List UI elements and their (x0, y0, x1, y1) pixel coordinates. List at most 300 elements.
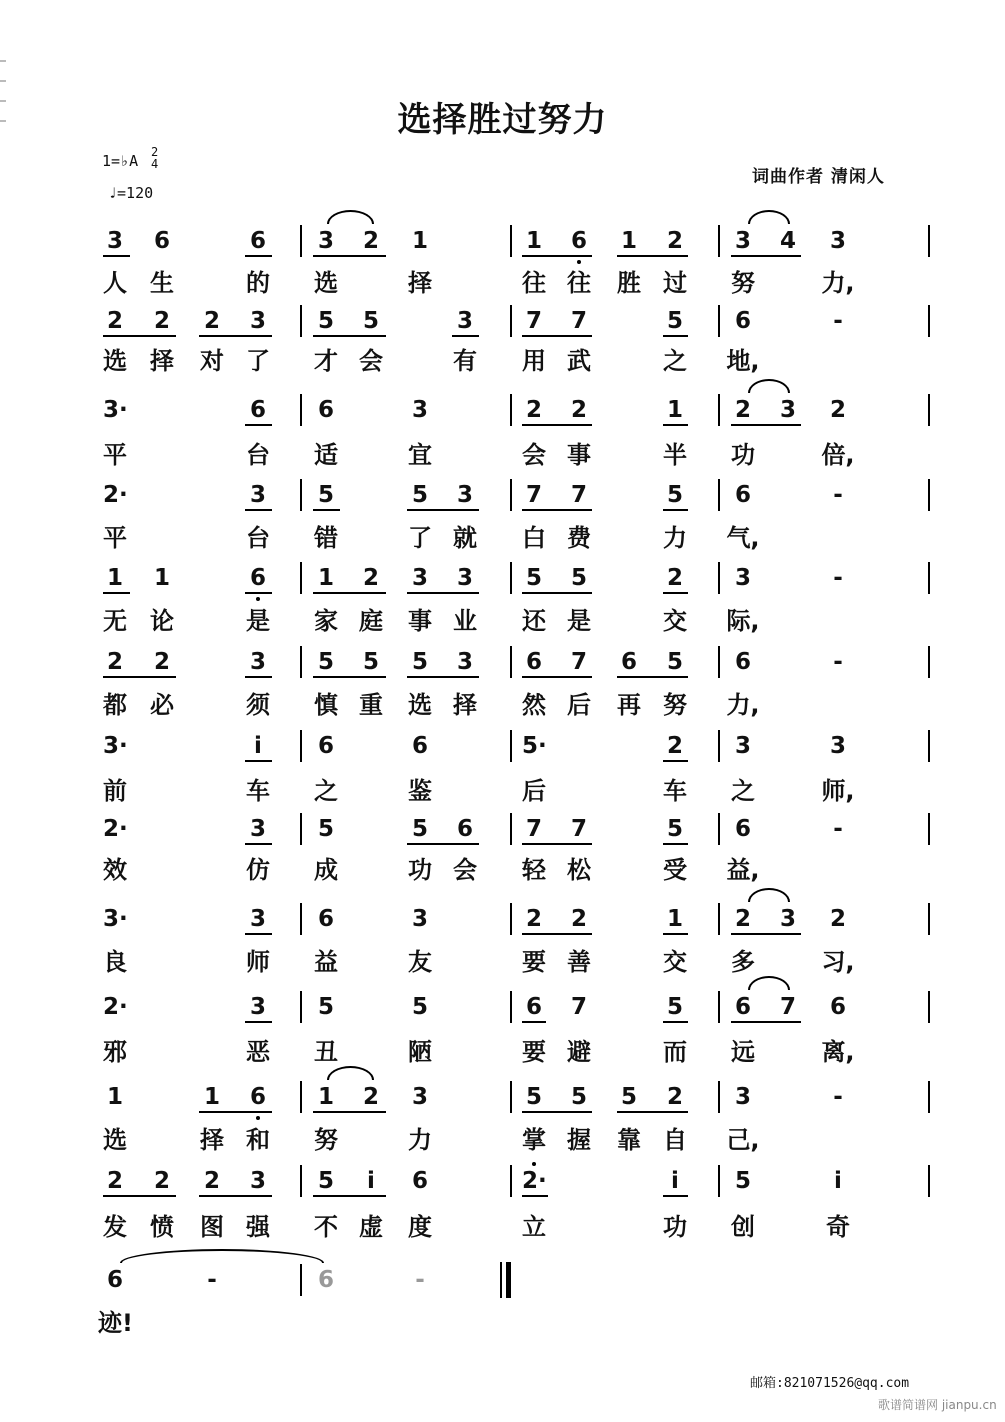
lyric-char: 人 (103, 269, 127, 297)
lyric-char: 论 (150, 607, 174, 635)
lyric-char: 白 (522, 524, 546, 552)
lyric-char: 对 (200, 347, 224, 375)
footer-email: 邮箱:821071526@qq.com (750, 1376, 910, 1391)
bar-line (510, 305, 512, 337)
note: 2 (106, 649, 123, 675)
lyric-char: 家 (314, 607, 338, 635)
beat-underline (663, 843, 688, 845)
lyric-char: 重 (359, 691, 383, 719)
lyric-char: 而 (663, 1038, 687, 1066)
note: - (833, 1084, 843, 1110)
note: 5 (317, 1168, 334, 1194)
beat-underline (103, 255, 130, 257)
note: 3 (829, 228, 846, 254)
note: 3 (249, 482, 266, 508)
beat-underline (199, 335, 272, 337)
lyric-char: 善 (567, 948, 591, 976)
note: 3 (249, 649, 266, 675)
note: 2 (362, 565, 379, 591)
note: 3· (103, 733, 128, 759)
lyric-char: 半 (663, 441, 687, 469)
note: 6 (411, 1168, 428, 1194)
lyric-char: 陋 (408, 1038, 432, 1066)
note: 5 (317, 649, 334, 675)
lyric-char: 握 (567, 1126, 591, 1154)
note: 1 (411, 228, 428, 254)
beat-underline (522, 592, 592, 594)
beat-underline (663, 760, 688, 762)
note: 6 (829, 994, 846, 1020)
note: 1 (106, 565, 123, 591)
lyric-char: 功 (663, 1213, 687, 1241)
bar-line (718, 479, 720, 511)
footer-site: 歌谱简谱网 jianpu.cn (878, 1398, 997, 1412)
note: 5 (362, 649, 379, 675)
octave-dot (577, 260, 581, 264)
note: 2 (666, 1084, 683, 1110)
note: 7 (570, 482, 587, 508)
note: 6 (734, 816, 751, 842)
note: 7 (525, 482, 542, 508)
beat-underline (313, 592, 386, 594)
note: 1 (203, 1084, 220, 1110)
lyric-char: 努 (731, 269, 755, 297)
beat-underline (663, 592, 688, 594)
bar-line (928, 730, 930, 762)
lyric-char: 地, (726, 347, 760, 375)
note: 3 (456, 565, 473, 591)
note: 2 (362, 1084, 379, 1110)
lyric-char: 武 (567, 347, 591, 375)
octave-dot (256, 597, 260, 601)
note: 2 (666, 228, 683, 254)
lyric-char: 习, (821, 948, 855, 976)
lyric-char: 才 (314, 347, 338, 375)
lyric-char: 发 (103, 1213, 127, 1241)
lyric-char: 宜 (408, 441, 432, 469)
lyric-char: 必 (150, 691, 174, 719)
beat-underline (663, 1195, 688, 1197)
tie-arc (748, 976, 790, 990)
note: 5· (522, 733, 547, 759)
note: 3 (411, 565, 428, 591)
lyric-char: 靠 (617, 1126, 641, 1154)
beat-underline (199, 1195, 272, 1197)
lyric-char: 力 (663, 524, 687, 552)
note: 6 (106, 1267, 123, 1293)
lyric-char: 避 (567, 1038, 591, 1066)
lyric-char: 台 (246, 441, 270, 469)
note: 2 (734, 397, 751, 423)
lyric-char: 离, (821, 1038, 855, 1066)
lyric-char: 仿 (246, 856, 270, 884)
note: 6 (153, 228, 170, 254)
lyric-char: 要 (522, 1038, 546, 1066)
lyric-char: 后 (567, 691, 591, 719)
lyric-char: 是 (246, 607, 270, 635)
beat-underline (731, 1021, 801, 1023)
lyric-char: 功 (408, 856, 432, 884)
bar-line (928, 1165, 930, 1197)
note: 5 (411, 649, 428, 675)
note: 3 (411, 906, 428, 932)
bar-line (718, 646, 720, 678)
lyric-char: 择 (150, 347, 174, 375)
lyric-char: 多 (731, 948, 755, 976)
note: 2 (666, 733, 683, 759)
bar-line (300, 646, 302, 678)
lyric-char: 车 (246, 777, 270, 805)
bar-line (510, 225, 512, 257)
tie-arc (748, 379, 790, 393)
lyric-char: 之 (663, 347, 687, 375)
lyric-char: 的 (246, 269, 270, 297)
lyric-char: 有 (453, 347, 477, 375)
note: 1 (620, 228, 637, 254)
tie-arc (748, 888, 790, 902)
note: 6 (317, 397, 334, 423)
beat-underline (663, 933, 688, 935)
lyric-char: 掌 (522, 1126, 546, 1154)
bar-line (718, 813, 720, 845)
beat-underline (245, 933, 272, 935)
note: 3· (103, 397, 128, 423)
lyric-char: 往 (567, 269, 591, 297)
note: i (834, 1168, 842, 1194)
lyric-char: 益 (314, 948, 338, 976)
bar-line (718, 1165, 720, 1197)
bar-line (510, 562, 512, 594)
lyric-char: 适 (314, 441, 338, 469)
bar-line (510, 730, 512, 762)
beat-underline (199, 1111, 272, 1113)
note: 6 (525, 994, 542, 1020)
bar-line (510, 1165, 512, 1197)
lyric-char: 和 (246, 1126, 270, 1154)
note: 3 (734, 228, 751, 254)
note: 3 (734, 1084, 751, 1110)
lyric-char: 力, (726, 691, 760, 719)
beat-underline (245, 592, 272, 594)
lyric-char: 生 (150, 269, 174, 297)
lyric-char: 愤 (150, 1213, 174, 1241)
note: 5 (666, 308, 683, 334)
note: 5 (317, 816, 334, 842)
lyric-char: 松 (567, 856, 591, 884)
note: 6 (249, 397, 266, 423)
note: 5 (317, 482, 334, 508)
note: - (415, 1267, 425, 1293)
beat-underline (313, 1111, 386, 1113)
note: 2 (362, 228, 379, 254)
note: 5 (666, 816, 683, 842)
lyric-char: 会 (522, 441, 546, 469)
lyric-char: 力 (408, 1126, 432, 1154)
bar-line (510, 394, 512, 426)
note: 6 (317, 906, 334, 932)
note: 5 (666, 649, 683, 675)
lyric-char: 是 (567, 607, 591, 635)
lyric-char: 创 (731, 1213, 755, 1241)
lyric-char: 费 (567, 524, 591, 552)
bar-line (510, 479, 512, 511)
bar-line (300, 991, 302, 1023)
note: 7 (570, 649, 587, 675)
bar-line (300, 225, 302, 257)
note: 3 (411, 397, 428, 423)
note: 3 (317, 228, 334, 254)
note: 6 (411, 733, 428, 759)
note: 6 (317, 1267, 334, 1293)
tie-arc (327, 1066, 374, 1080)
beat-underline (452, 335, 479, 337)
lyric-char: 须 (246, 691, 270, 719)
note: 2 (153, 308, 170, 334)
note: 7 (525, 816, 542, 842)
lyric-char: 台 (246, 524, 270, 552)
beat-underline (522, 843, 592, 845)
beat-underline (617, 1111, 688, 1113)
lyric-char: 师, (821, 777, 855, 805)
lyric-char: 然 (522, 691, 546, 719)
bar-line (510, 813, 512, 845)
note: 5 (411, 994, 428, 1020)
lyric-char: 功 (731, 441, 755, 469)
note: 2· (103, 482, 128, 508)
note: 3 (411, 1084, 428, 1110)
note: 3 (249, 906, 266, 932)
lyric-char: 错 (314, 524, 338, 552)
note: - (833, 482, 843, 508)
bar-line (510, 991, 512, 1023)
tie-arc (120, 1249, 324, 1263)
beat-underline (522, 424, 592, 426)
lyric-char: 择 (408, 269, 432, 297)
bar-line (928, 813, 930, 845)
lyric-char: 成 (314, 856, 338, 884)
lyric-char: 轻 (522, 856, 546, 884)
bar-line (300, 562, 302, 594)
bar-line (928, 562, 930, 594)
note: 6 (570, 228, 587, 254)
tempo-value: =120 (117, 184, 154, 202)
note: 3 (734, 565, 751, 591)
beat-underline (731, 255, 801, 257)
bar-line (300, 305, 302, 337)
beat-underline (313, 676, 386, 678)
beat-underline (407, 843, 479, 845)
note: 4 (779, 228, 796, 254)
lyric-char: 立 (522, 1213, 546, 1241)
bar-line (718, 394, 720, 426)
beat-underline (731, 933, 801, 935)
note: 6 (620, 649, 637, 675)
beat-underline (731, 424, 801, 426)
bar-line (928, 394, 930, 426)
lyric-char: 平 (103, 524, 127, 552)
bar-line (928, 479, 930, 511)
beat-underline (522, 1021, 546, 1023)
note: 5 (317, 994, 334, 1020)
note: 2 (106, 308, 123, 334)
note: 6 (525, 649, 542, 675)
beat-underline (617, 676, 688, 678)
note: 2 (106, 1168, 123, 1194)
final-barline (506, 1262, 511, 1298)
bar-line (928, 225, 930, 257)
note: 6 (734, 308, 751, 334)
bar-line (928, 305, 930, 337)
lyric-char: 益, (726, 856, 760, 884)
beat-underline (663, 335, 688, 337)
note: 5 (362, 308, 379, 334)
note: 3 (779, 397, 796, 423)
bar-line (718, 991, 720, 1023)
note: - (833, 649, 843, 675)
bar-line (300, 903, 302, 935)
lyric-char: 图 (200, 1213, 224, 1241)
lyric-char: 受 (663, 856, 687, 884)
lyric-char: 奇 (826, 1213, 850, 1241)
beat-underline (313, 255, 386, 257)
note: 2 (570, 906, 587, 932)
note: 5 (570, 1084, 587, 1110)
bar-line (928, 991, 930, 1023)
beat-underline (522, 676, 592, 678)
lyric-char: 车 (663, 777, 687, 805)
bar-line (718, 1081, 720, 1113)
note: 2 (153, 1168, 170, 1194)
bar-line (300, 1165, 302, 1197)
note: 2 (734, 906, 751, 932)
beat-underline (103, 676, 176, 678)
note: 1 (153, 565, 170, 591)
bar-line (928, 903, 930, 935)
note: 5 (620, 1084, 637, 1110)
lyric-char: 了 (408, 524, 432, 552)
lyric-char: 度 (408, 1213, 432, 1241)
key-label: 1=♭A (102, 152, 139, 170)
note: 2 (525, 906, 542, 932)
lyric-char: 虚 (359, 1213, 383, 1241)
note: 7 (570, 308, 587, 334)
beat-underline (245, 509, 272, 511)
beat-underline (663, 424, 688, 426)
lyric-char: 不 (314, 1213, 338, 1241)
lyric-char: 无 (103, 607, 127, 635)
lyric-char: 前 (103, 777, 127, 805)
lyric-char: 力, (821, 269, 855, 297)
beat-underline (103, 592, 130, 594)
beat-underline (407, 509, 479, 511)
beat-underline (407, 592, 479, 594)
note: 7 (570, 994, 587, 1020)
note: 6 (249, 228, 266, 254)
note: i (367, 1168, 375, 1194)
lyric-char: 迹! (98, 1309, 133, 1337)
note: 2 (829, 397, 846, 423)
lyric-char: 还 (522, 607, 546, 635)
lyric-char: 慎 (314, 691, 338, 719)
bar-line (500, 1262, 502, 1298)
note: 2· (522, 1168, 547, 1194)
beat-underline (663, 509, 688, 511)
note: 2 (203, 308, 220, 334)
note: 1 (317, 565, 334, 591)
note: 5 (666, 994, 683, 1020)
bar-line (718, 562, 720, 594)
note: 2 (153, 649, 170, 675)
tie-arc (327, 210, 374, 224)
bar-line (300, 730, 302, 762)
composer-credit: 词曲作者 清闲人 (752, 167, 885, 187)
note: 5 (525, 565, 542, 591)
note: 1 (525, 228, 542, 254)
beat-underline (617, 255, 688, 257)
note: 2 (203, 1168, 220, 1194)
note: i (254, 733, 262, 759)
beat-underline (313, 335, 386, 337)
lyric-char: 选 (103, 347, 127, 375)
note: 5 (411, 482, 428, 508)
note: i (671, 1168, 679, 1194)
bar-line (718, 730, 720, 762)
lyric-char: 后 (522, 777, 546, 805)
lyric-char: 良 (103, 948, 127, 976)
note: 3 (456, 649, 473, 675)
beat-underline (245, 1021, 272, 1023)
lyric-char: 事 (567, 441, 591, 469)
bar-line (510, 903, 512, 935)
note: 3 (249, 816, 266, 842)
note: 5 (734, 1168, 751, 1194)
beat-underline (245, 760, 272, 762)
bar-line (300, 1264, 302, 1296)
bar-line (300, 479, 302, 511)
lyric-char: 会 (359, 347, 383, 375)
lyric-char: 交 (663, 607, 687, 635)
note: 2· (103, 994, 128, 1020)
beat-underline (245, 255, 272, 257)
note: 1 (666, 397, 683, 423)
lyric-char: 用 (522, 347, 546, 375)
bar-line (718, 903, 720, 935)
bar-line (300, 394, 302, 426)
lyric-char: 友 (408, 948, 432, 976)
note: 5 (411, 816, 428, 842)
beat-underline (522, 933, 592, 935)
lyric-char: 选 (408, 691, 432, 719)
note: - (833, 816, 843, 842)
beat-underline (103, 1195, 176, 1197)
beat-underline (522, 1195, 548, 1197)
note: 3 (249, 994, 266, 1020)
note: 2 (666, 565, 683, 591)
bar-line (300, 813, 302, 845)
note: 2 (525, 397, 542, 423)
lyric-char: 再 (617, 691, 641, 719)
beat-underline (522, 335, 592, 337)
note: 6 (249, 1084, 266, 1110)
note: 7 (525, 308, 542, 334)
lyric-char: 效 (103, 856, 127, 884)
lyric-char: 自 (663, 1126, 687, 1154)
note: 3· (103, 906, 128, 932)
note: 1 (666, 906, 683, 932)
lyric-char: 鉴 (408, 777, 432, 805)
note: 3 (249, 308, 266, 334)
lyric-char: 己, (726, 1126, 760, 1154)
